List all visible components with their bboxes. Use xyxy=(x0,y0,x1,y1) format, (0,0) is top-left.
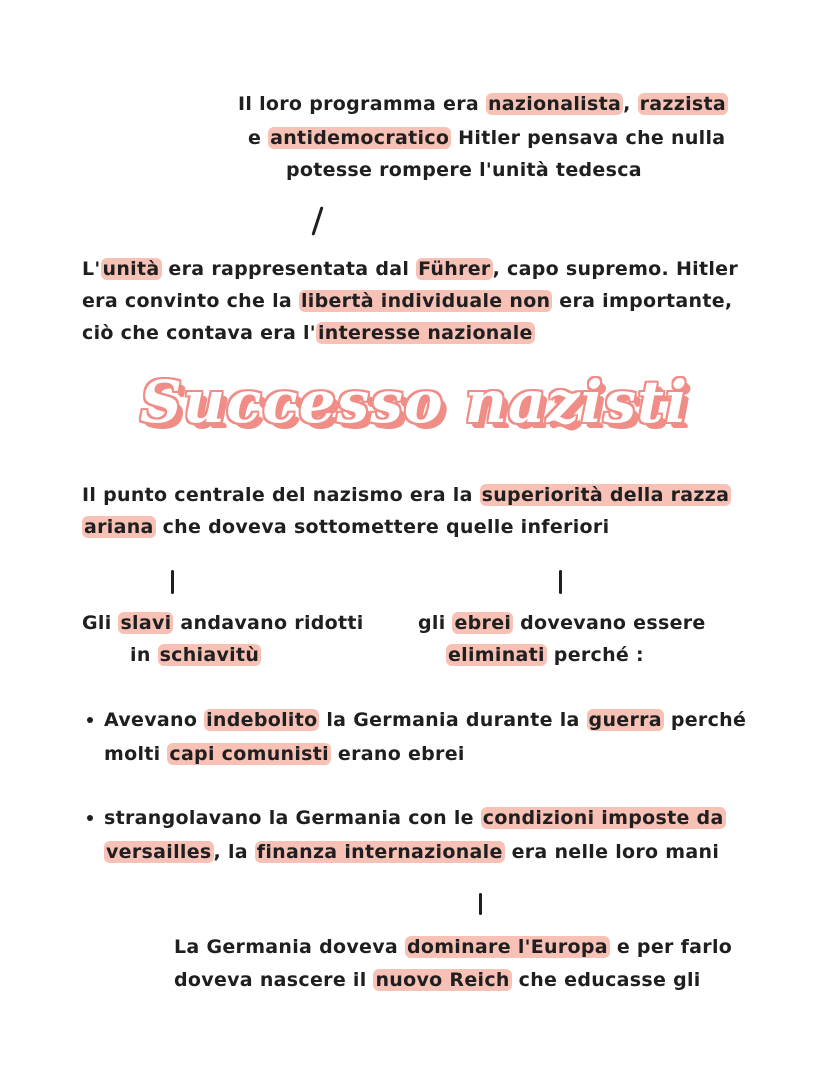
bullet2-line-1 xyxy=(104,805,726,831)
text: che doveva sottomettere quelle inferiori xyxy=(155,516,610,538)
highlight-interesse: interesse nazionale xyxy=(317,322,533,344)
text: era importante, xyxy=(552,290,733,312)
text: molti xyxy=(104,743,168,765)
block4-line-1 xyxy=(174,934,732,960)
text: La Germania doveva xyxy=(174,936,405,958)
text: dovevano essere xyxy=(513,612,706,634)
text: doveva nascere il xyxy=(174,969,374,991)
text: L' xyxy=(82,258,101,280)
highlight-razzista: razzista xyxy=(639,93,726,115)
text: e xyxy=(248,127,269,149)
highlight-nuovo-reich: nuovo Reich xyxy=(375,969,510,991)
text: strangolavano la Germania con le xyxy=(104,807,481,829)
block1-line-1 xyxy=(238,91,728,117)
bullet1-line-1 xyxy=(104,707,746,733)
highlight-ariana: ariana xyxy=(84,516,154,538)
text: era convinto che la xyxy=(82,290,299,312)
highlight-schiavitu: schiavitù xyxy=(159,644,260,666)
bullet-dot-2 xyxy=(87,815,93,821)
bullet1-line-2 xyxy=(104,741,465,767)
highlight-unita: unità xyxy=(102,258,160,280)
block4-line-2 xyxy=(174,967,701,993)
block2-line-3 xyxy=(82,320,535,346)
text: gli xyxy=(418,612,453,634)
block1-line-3 xyxy=(286,157,642,183)
text: , capo supremo. Hitler xyxy=(492,258,739,280)
text: Hitler pensava che nulla xyxy=(451,127,726,149)
highlight-condizioni: condizioni imposte da xyxy=(482,807,724,829)
block1-line-2 xyxy=(248,125,725,151)
text: la Germania durante la xyxy=(319,709,587,731)
text: Il punto centrale del nazismo era la xyxy=(82,484,480,506)
highlight-eliminati: eliminati xyxy=(448,644,545,666)
block2-line-1 xyxy=(82,256,738,282)
connector-left xyxy=(171,570,174,594)
highlight-versailles: versailles xyxy=(106,841,212,863)
text: in xyxy=(130,644,158,666)
text: erano ebrei xyxy=(330,743,465,765)
highlight-slavi: slavi xyxy=(120,612,172,634)
text: e per farlo xyxy=(609,936,733,958)
highlight-fuhrer: Führer xyxy=(418,258,491,280)
highlight-superiorita: superiorità della razza xyxy=(481,484,730,506)
text: ciò che contava era l' xyxy=(82,322,316,344)
highlight-liberta: libertà individuale non xyxy=(300,290,551,312)
highlight-capi-comunisti: capi comunisti xyxy=(169,743,329,765)
block3-line-1 xyxy=(82,482,731,508)
highlight-dominare: dominare l'Europa xyxy=(406,936,608,958)
left-col-line-2 xyxy=(130,642,261,668)
text: , xyxy=(623,93,638,115)
highlight-antidemocratico: antidemocratico xyxy=(270,127,450,149)
text: Il loro programma era xyxy=(238,93,486,115)
highlight-indebolito: indebolito xyxy=(206,709,318,731)
connector-right xyxy=(559,570,562,594)
text: Avevano xyxy=(104,709,205,731)
text: perché xyxy=(663,709,747,731)
text: era rappresentata dal xyxy=(161,258,417,280)
page-title: Successo nazisti xyxy=(140,368,688,436)
left-col-line-1 xyxy=(82,610,364,636)
text: , la xyxy=(213,841,255,863)
connector-bottom xyxy=(479,893,482,915)
block2-line-2 xyxy=(82,288,732,314)
connector-slash xyxy=(311,206,323,235)
text: che educasse gli xyxy=(511,969,701,991)
highlight-guerra: guerra xyxy=(588,709,662,731)
right-col-line-1 xyxy=(418,610,706,636)
text: Gli xyxy=(82,612,119,634)
bullet2-line-2 xyxy=(104,839,719,865)
right-col-line-2 xyxy=(446,642,644,668)
text: potesse rompere l'unità tedesca xyxy=(286,159,642,181)
text: era nelle loro mani xyxy=(504,841,720,863)
block3-line-2 xyxy=(82,514,609,540)
highlight-nazionalista: nazionalista xyxy=(487,93,622,115)
text: andavano ridotti xyxy=(173,612,364,634)
text: perché : xyxy=(546,644,644,666)
highlight-ebrei: ebrei xyxy=(454,612,512,634)
highlight-finanza: finanza internazionale xyxy=(256,841,503,863)
bullet-dot-1 xyxy=(87,717,93,723)
